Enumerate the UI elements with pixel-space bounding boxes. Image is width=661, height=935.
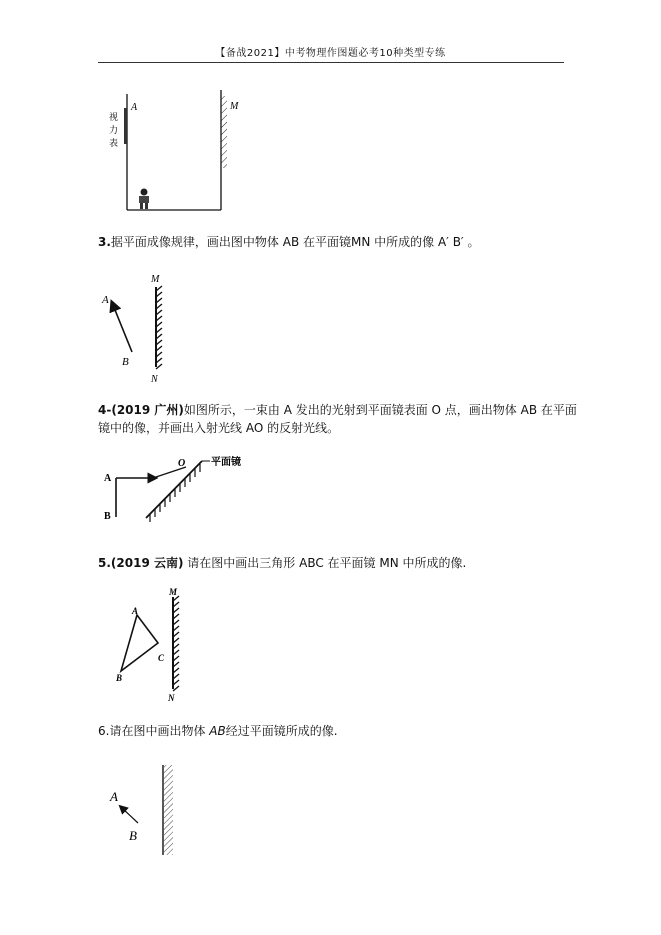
label-N: N [151,374,158,385]
question-4: 4-(2019 广州)如图所示，一束由 A 发出的光射到平面镜表面 O 点，画出物体 AB 在平面 镜中的像，并画出入射光线 AO 的反射光线。 [98,403,577,435]
label-B: B [104,511,111,522]
question-number: 3. [98,235,111,249]
label-C: C [158,653,165,663]
question-text-post: 经过平面镜所成的像. [225,724,338,738]
eye-chart-room-figure [100,86,250,216]
question-text: 据平面成像规律，画出图中物体 AB 在平面镜MN 中所成的像 A′ B′ 。 [110,235,480,249]
mirror-hatch [164,765,173,855]
triangle-mirror-figure-5 [110,585,200,705]
label-B: B [116,673,123,683]
page-header: 【备战2021】中考物理作图题必考10种类型专练 [215,48,446,59]
question-3 [98,233,479,251]
question-number: 6. [98,724,110,738]
question-number: 4 [98,403,107,417]
chart-char-2: 力 [109,125,119,135]
label-M: M [169,587,178,597]
reflection-figure-4 [98,455,258,530]
header-divider [98,62,564,63]
chart-char-1: 视 [109,112,119,122]
person-icon [139,189,149,210]
eye-chart [124,108,127,144]
label-O: O [178,458,186,469]
label-B: B [129,828,137,843]
label-M: M [230,101,239,112]
mirror-hatch [221,96,227,168]
mirror-arrow-figure-3 [96,265,186,390]
label-N: N [168,693,175,703]
label-A: A [110,789,118,804]
label-A: A [104,473,112,484]
question-text-pre: 请在图中画出物体 [109,724,210,738]
question-6 [98,722,338,740]
label-A: A [131,102,138,113]
chart-char-3: 表 [109,138,119,148]
question-source: (2019 云南) [110,556,184,570]
question-text-line1: 如图所示，一束由 A 发出的光射到平面镜表面 O 点，画出物体 AB 在平面 [183,403,577,417]
question-text-line2: 镜中的像，并画出入射光线 AO 的反射光线。 [98,421,340,435]
question-5 [98,554,466,572]
mirror-arrow-figure-6 [100,763,190,858]
question-text: 请在图中画出三角形 ABC 在平面镜 MN 中所成的像. [187,556,467,570]
question-number: 5. [98,556,111,570]
mirror-label: 平面镜 [211,457,241,468]
question-text-ab: AB [209,724,226,738]
label-A: A [102,294,109,306]
label-M: M [151,274,160,285]
question-source: (2019 广州) [111,403,184,417]
label-B: B [122,356,129,368]
label-A: A [132,606,139,616]
